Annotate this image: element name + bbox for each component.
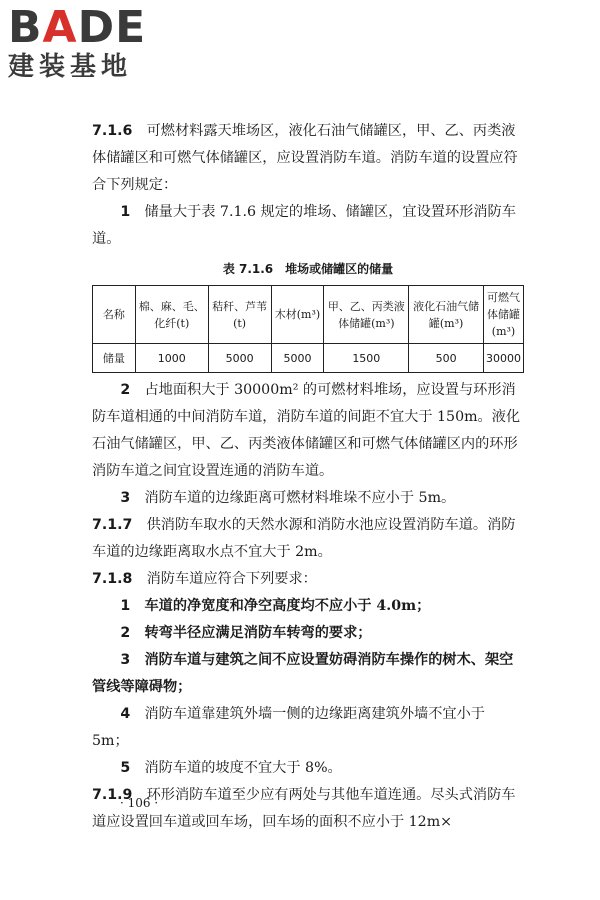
clause-7-1-8-item-4 bbox=[92, 701, 524, 755]
clause-7-1-8-item-1 bbox=[92, 593, 524, 620]
clause-number: 7.1.9 bbox=[92, 787, 133, 803]
item-number: 5 bbox=[120, 760, 131, 776]
logo-subtitle: 建装基地 bbox=[8, 52, 133, 82]
item-text: 消防车道的坡度不宜大于 8%。 bbox=[144, 760, 342, 776]
table-header-cell: 木材(m³) bbox=[271, 286, 324, 344]
item-text: 转弯半径应满足消防车转弯的要求； bbox=[144, 625, 372, 641]
clause-text: 供消防车取水的天然水源和消防水池应设置消防车道。消防车道的边缘距离取水点不宜大于 2m。 bbox=[92, 517, 516, 560]
item-text: 消防车道靠建筑外墙一侧的边缘距离建筑外墙不宜小于 5m； bbox=[92, 706, 485, 749]
table-header-cell: 名称 bbox=[93, 286, 136, 344]
item-number: 3 bbox=[120, 490, 131, 506]
item-text: 消防车道的边缘距离可燃材料堆垛不应小于 5m。 bbox=[144, 490, 456, 506]
table-cell: 30000 bbox=[484, 344, 524, 373]
clause-7-1-8-item-2 bbox=[92, 620, 524, 647]
table-cell: 1000 bbox=[135, 344, 208, 373]
table-cell: 500 bbox=[409, 344, 484, 373]
item-number: 3 bbox=[120, 652, 131, 668]
clause-text: 环形消防车道至少应有两处与其他车道连通。尽头式消防车道应设置回车道或回车场，回车场的面积不应小于 12m× bbox=[92, 787, 516, 830]
table-cell: 储量 bbox=[93, 344, 136, 373]
clause-7-1-6 bbox=[92, 118, 524, 199]
clause-7-1-8 bbox=[92, 566, 524, 593]
clause-7-1-6-item-3 bbox=[92, 485, 524, 512]
item-number: 4 bbox=[120, 706, 131, 722]
item-text: 占地面积大于 30000m² 的可燃材料堆场，应设置与环形消防车道相通的中间消防车道，消防车道的间距不宜大于 150m。液化石油气储罐区，甲、乙、丙类液体储罐区和可燃气体储罐区内的环形消防车道之间宜设置连通的消防车道。 bbox=[92, 382, 521, 479]
clause-7-1-8-item-3 bbox=[92, 647, 524, 701]
table-cell: 5000 bbox=[208, 344, 271, 373]
item-text: 储量大于表 7.1.6 规定的堆场、储罐区，宜设置环形消防车道。 bbox=[92, 204, 516, 247]
item-number: 2 bbox=[120, 382, 131, 398]
brand-logo bbox=[8, 2, 183, 82]
item-number: 2 bbox=[120, 625, 131, 641]
clause-number: 7.1.7 bbox=[92, 517, 133, 533]
table-cell: 1500 bbox=[324, 344, 409, 373]
clause-7-1-8-item-5 bbox=[92, 755, 524, 782]
table-header-cell: 可燃气体储罐(m³) bbox=[484, 286, 524, 344]
clause-text: 消防车道应符合下列要求： bbox=[146, 571, 317, 587]
clause-number: 7.1.6 bbox=[92, 123, 133, 139]
clause-7-1-6-item-2 bbox=[92, 377, 524, 485]
table-cell: 5000 bbox=[271, 344, 324, 373]
document-body bbox=[92, 118, 524, 836]
table-row bbox=[93, 344, 524, 373]
clause-7-1-6-item-1 bbox=[92, 199, 524, 253]
clause-text: 可燃材料露天堆场区，液化石油气储罐区，甲、乙、丙类液体储罐区和可燃气体储罐区，应设置消防车道。消防车道的设置应符合下列规定： bbox=[92, 123, 518, 193]
logo-wordmark: BADE bbox=[8, 2, 147, 53]
clause-number: 7.1.8 bbox=[92, 571, 133, 587]
item-number: 1 bbox=[120, 204, 131, 220]
storage-table bbox=[92, 285, 524, 373]
clause-7-1-7 bbox=[92, 512, 524, 566]
page-number: · 106 · bbox=[120, 796, 159, 810]
table-header-cell: 甲、乙、丙类液体储罐(m³) bbox=[324, 286, 409, 344]
table-header-cell: 棉、麻、毛、化纤(t) bbox=[135, 286, 208, 344]
table-caption: 表 7.1.6 堆场或储罐区的储量 bbox=[222, 262, 394, 276]
item-text: 消防车道与建筑之间不应设置妨碍消防车操作的树木、架空管线等障碍物； bbox=[92, 652, 514, 695]
table-header-cell: 秸秆、芦苇(t) bbox=[208, 286, 271, 344]
item-text: 车道的净宽度和净空高度均不应小于 4.0m； bbox=[144, 598, 431, 614]
table-header-cell: 液化石油气储罐(m³) bbox=[409, 286, 484, 344]
table-header-row bbox=[93, 286, 524, 344]
item-number: 1 bbox=[120, 598, 131, 614]
